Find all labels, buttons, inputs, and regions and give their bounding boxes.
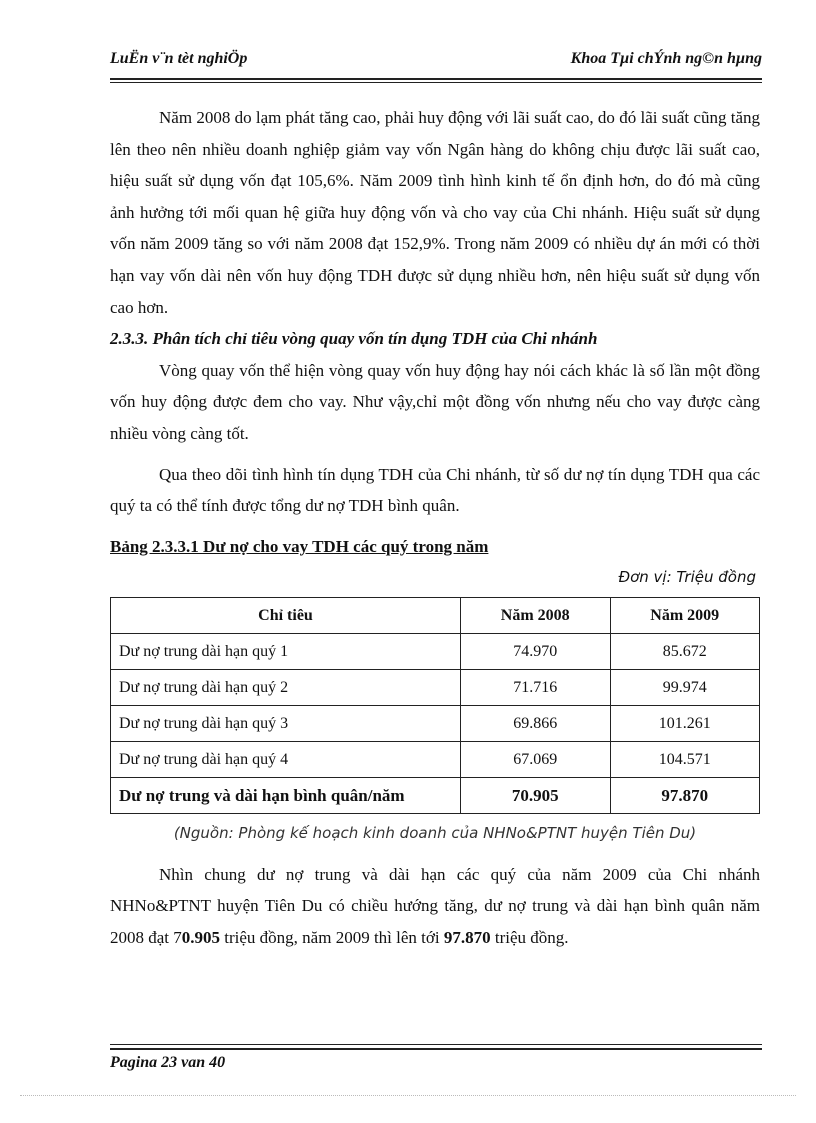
- page-footer: Pagina 23 van 40: [110, 1054, 226, 1071]
- paragraph-4-value-2008-lead: 7: [173, 927, 182, 947]
- row-value-2008: 69.866: [461, 705, 611, 741]
- paragraph-2: Vòng quay vốn thể hiện vòng quay vốn huy động hay nói cách khác là số lần một đồng vốn huy động được đem cho vay. Như vậy,chỉ một đồng vốn nhưng nếu cho vay được càng nhiều vòng càng tốt.: [110, 360, 760, 443]
- row-value-2009: 99.974: [610, 669, 760, 705]
- paragraph-4-part-a: Nhìn chung dư nợ trung và dài hạn các quý của năm 2009 của Chi nhánh NHNo&PTNT huyện Tiên Du có chiều hướng tăng, dư nợ trung và dài hạn bình quân năm 2008 đạt: [110, 864, 760, 947]
- document-body: [110, 102, 760, 953]
- header-indicator: Chỉ tiêu: [111, 597, 461, 633]
- row-label: Dư nợ trung dài hạn quý 2: [111, 669, 461, 705]
- header-year-2009: Năm 2009: [610, 597, 760, 633]
- paragraph-4: [110, 859, 760, 954]
- header-rule-thin: [110, 82, 762, 83]
- header-left-title: LuËn v¨n tèt nghiÖp: [110, 50, 248, 67]
- header-year-2008: Năm 2008: [461, 597, 611, 633]
- total-value-2009: 97.870: [610, 777, 760, 813]
- row-label: Dư nợ trung dài hạn quý 3: [111, 705, 461, 741]
- table-source-note: (Nguồn: Phòng kế hoạch kinh doanh của NHNo&PTNT huyện Tiên Du): [173, 823, 697, 842]
- row-value-2008: 71.716: [461, 669, 611, 705]
- paragraph-4-value-2008: 0.905: [181, 927, 221, 947]
- paragraph-4-value-2009: 97.870: [443, 927, 491, 947]
- table-row: [111, 633, 760, 669]
- total-value-2008: 70.905: [461, 777, 611, 813]
- row-value-2009: 104.571: [610, 741, 760, 777]
- table-row: [111, 741, 760, 777]
- table-row: [111, 669, 760, 705]
- table-caption: Bảng 2.3.3.1 Dư nợ cho vay TDH các quý trong năm: [110, 536, 489, 556]
- paragraph-3: Qua theo dõi tình hình tín dụng TDH của Chi nhánh, từ số dư nợ tín dụng TDH qua các quý ta có thể tính được tổng dư nợ TDH bình quân.: [110, 464, 760, 516]
- table-row: [111, 705, 760, 741]
- page-header: [110, 50, 762, 80]
- footer-rule-thin: [110, 1044, 762, 1045]
- loan-balance-table: [110, 597, 760, 814]
- paragraph-4-part-e: triệu đồng.: [490, 927, 569, 947]
- row-label: Dư nợ trung dài hạn quý 4: [111, 741, 461, 777]
- row-value-2009: 85.672: [610, 633, 760, 669]
- section-subheading: 2.3.3. Phân tích chỉ tiêu vòng quay vốn tín dụng TDH của Chi nhánh: [110, 329, 598, 349]
- table-header-row: [111, 597, 760, 633]
- row-value-2008: 67.069: [461, 741, 611, 777]
- table-unit: Đơn vị: Triệu đồng: [618, 568, 756, 587]
- row-value-2008: 74.970: [461, 633, 611, 669]
- row-label: Dư nợ trung dài hạn quý 1: [111, 633, 461, 669]
- footer-rule-thick: [110, 1048, 762, 1050]
- paragraph-4-part-c: triệu đồng, năm 2009 thì lên tới: [220, 927, 444, 947]
- header-right-title: Khoa Tµi chÝnh ng©n hµng: [570, 50, 762, 67]
- row-value-2009: 101.261: [610, 705, 760, 741]
- table-total-row: [111, 777, 760, 813]
- total-label: Dư nợ trung và dài hạn bình quân/năm: [111, 777, 461, 813]
- paragraph-1: Năm 2008 do lạm phát tăng cao, phải huy động với lãi suất cao, do đó lãi suất cũng tăng lên theo nên nhiều doanh nghiệp giảm vay vốn Ngân hàng do không chịu được lãi suất cao, hiệu suất sử dụng vốn đạt 105,6%. Năm 2009 tình hình kinh tế ổn định hơn, do đó mà cũng ảnh hưởng tới mối quan hệ giữa huy động vốn và cho vay của Chi nhánh. Hiệu suất sử dụng vốn năm 2009 tăng so với năm 2008 đạt 152,9%. Trong năm 2009 có nhiều dự án mới có thời hạn vay vốn dài nên vốn huy động TDH được sử dụng nhiều hơn, nên hiệu suất sử dụng vốn cao hơn.: [110, 108, 760, 317]
- page-bottom-dotted-line: [20, 1095, 796, 1096]
- header-rule-thick: [110, 78, 762, 80]
